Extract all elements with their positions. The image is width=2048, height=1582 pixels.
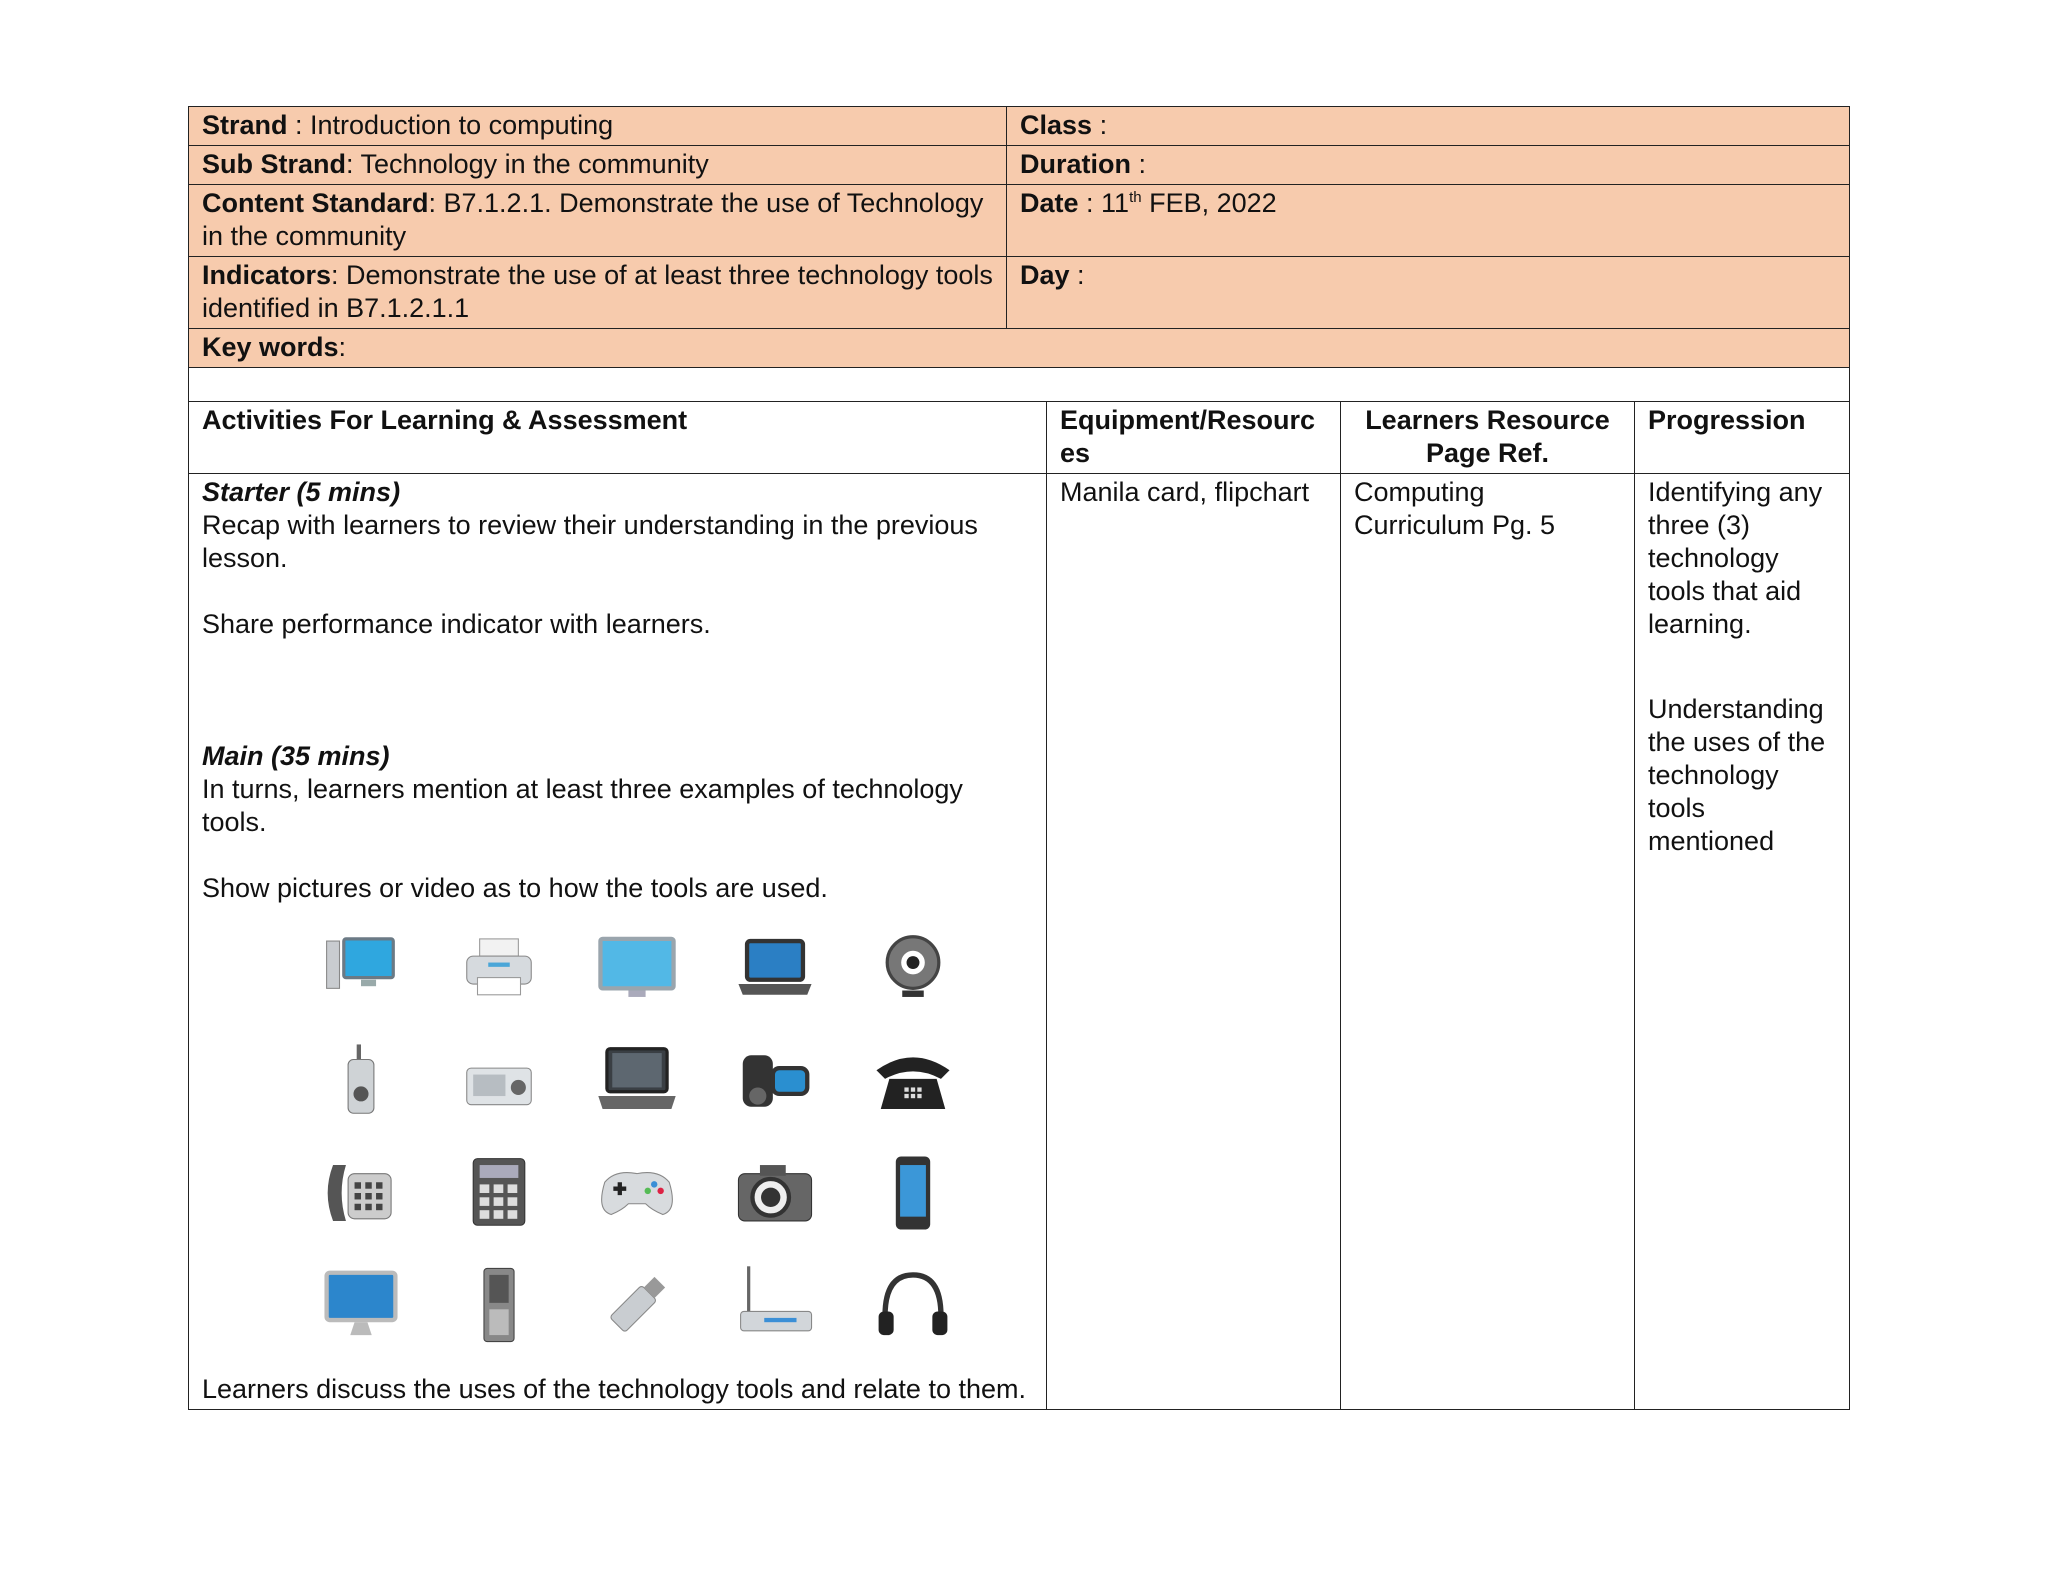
activities-cell [189,473,1047,1409]
content-standard-value: : B7.1.2.1. Demonstrate the use of Technology in the community [202,188,984,251]
game-controller-icon [568,1137,706,1249]
lesson-header-table [188,106,1850,402]
webcam-icon [844,913,982,1025]
progression-cell [1635,473,1850,1409]
monitor-icon [568,913,706,1025]
class-label: Class [1020,110,1093,140]
indicators-cell [189,257,1007,329]
content-standard-row [189,185,1850,257]
strand-cell [189,107,1007,146]
class-cell [1007,107,1850,146]
camera-icon [706,1137,844,1249]
walkie-talkie-icon [292,1025,430,1137]
laptop-icon [568,1025,706,1137]
date-day: : 11 [1078,188,1130,218]
duration-cell [1007,146,1850,185]
router-icon [706,1249,844,1361]
desktop-computer-icon [292,913,430,1025]
duration-value: : [1131,149,1147,179]
day-cell [1007,257,1850,329]
date-cell [1007,185,1850,257]
date-ordinal: th [1129,189,1142,206]
telephone-icon [844,1025,982,1137]
headphones-icon [844,1249,982,1361]
progression-header: Progression [1635,401,1850,473]
day-label: Day [1020,260,1070,290]
laptop-icon [706,913,844,1025]
learners-ref-cell: Computing Curriculum Pg. 5 [1341,473,1635,1409]
key-words-value: : [338,332,347,362]
show-text: Show pictures or video as to how the tools are used. [202,872,828,903]
date-month-year: FEB, 2022 [1141,188,1277,218]
key-words-label: Key words [202,332,339,362]
sub-strand-value: : Technology in the community [346,149,709,179]
progression-text-1: Identifying any three (3) technology tools that aid learning. [1648,476,1823,639]
discuss-text: Learners discuss the uses of the technology tools and relate to them. [202,1373,1026,1404]
activities-table [188,401,1850,1410]
main-text: In turns, learners mention at least three examples of technology tools. [202,773,963,837]
sub-strand-row [189,146,1850,185]
desk-phone-icon [292,1137,430,1249]
main-heading: Main (35 mins) [202,740,390,771]
duration-label: Duration [1020,149,1131,179]
sub-strand-cell [189,146,1007,185]
column-header-row [189,401,1850,473]
starter-text: Recap with learners to review their understanding in the previous lesson. [202,509,978,573]
date-label: Date [1020,188,1079,218]
sub-strand-label: Sub Strand [202,149,347,179]
starter-heading: Starter (5 mins) [202,476,401,507]
radio-icon [430,1025,568,1137]
progression-text-2: Understanding the uses of the technology tools mentioned [1648,693,1826,856]
content-standard-cell [189,185,1007,257]
indicators-row [189,257,1850,329]
strand-value: : Introduction to computing [287,110,614,140]
activities-header: Activities For Learning & Assessment [189,401,1047,473]
content-standard-label: Content Standard [202,188,429,218]
smartphone-icon [844,1137,982,1249]
calculator-icon [430,1137,568,1249]
equipment-header: Equipment/Resources [1047,401,1341,473]
key-words-cell [189,329,1850,368]
learners-ref-header: Learners Resource Page Ref. [1341,401,1635,473]
class-value: : [1092,110,1108,140]
lesson-plan [188,106,1850,1410]
technology-tools-picture [292,913,1033,1361]
printer-icon [430,913,568,1025]
usb-drive-icon [568,1249,706,1361]
indicators-label: Indicators [202,260,332,290]
day-value: : [1069,260,1085,290]
camcorder-icon [706,1025,844,1137]
imac-icon [292,1249,430,1361]
indicators-value: : Demonstrate the use of at least three technology tools identified in B7.1.2.1.1 [202,260,993,323]
equipment-cell: Manila card, flipchart [1047,473,1341,1409]
blank-cell [189,368,1850,402]
activities-body-row [189,473,1850,1409]
strand-row [189,107,1850,146]
blank-row [189,368,1850,402]
key-words-row [189,329,1850,368]
strand-label: Strand [202,110,288,140]
mp3-player-icon [430,1249,568,1361]
share-text: Share performance indicator with learners. [202,608,711,639]
